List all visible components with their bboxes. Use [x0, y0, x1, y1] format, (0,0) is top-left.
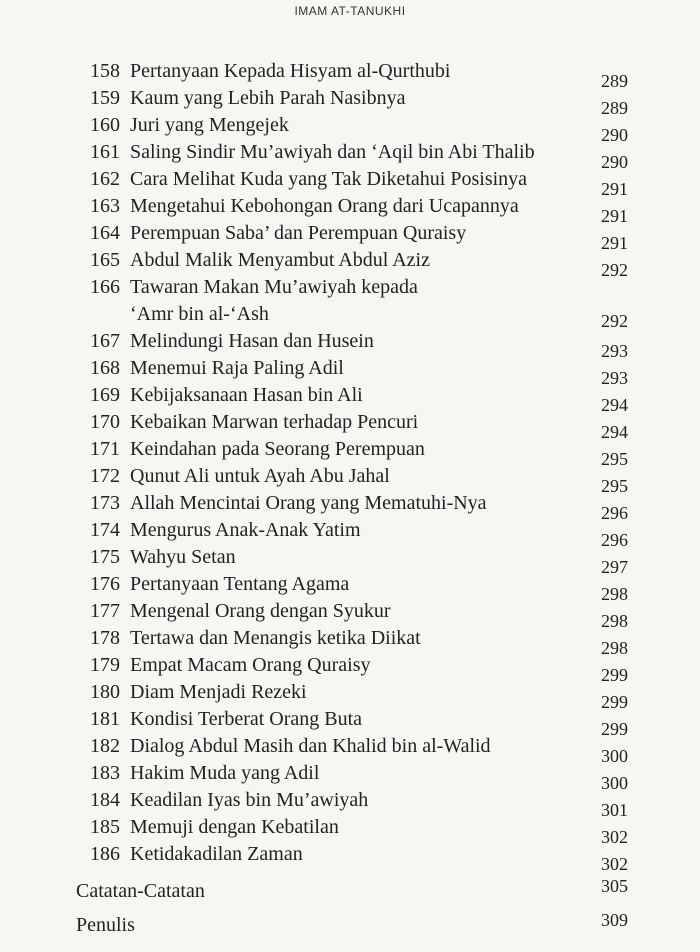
- toc-entry-page: 296: [601, 503, 628, 523]
- toc-entry-number: 166: [90, 276, 120, 298]
- toc-entry: [0, 571, 700, 604]
- toc-entry: [0, 409, 700, 442]
- toc-entry-title: Allah Mencintai Orang yang Mematuhi-Nya: [130, 492, 487, 514]
- toc-entry: [0, 463, 700, 496]
- toc-entry-page: 309: [601, 910, 628, 930]
- toc-entry: [0, 355, 700, 388]
- toc-entry: [0, 328, 700, 361]
- toc-entry-page: 290: [601, 152, 628, 172]
- toc-entry-number: 158: [90, 60, 120, 82]
- toc-entry-page: 292: [601, 260, 628, 280]
- toc-entry: [0, 679, 700, 712]
- toc-entry-title: Tertawa dan Menangis ketika Diikat: [130, 627, 421, 649]
- toc-entry-page: 302: [601, 827, 628, 847]
- toc-entry: [0, 220, 700, 253]
- toc-entry: [0, 112, 700, 145]
- toc-entry-title: Hakim Muda yang Adil: [130, 762, 320, 784]
- toc-entry-title: Pertanyaan Kepada Hisyam al-Qurthubi: [130, 60, 451, 82]
- toc-entry-number: 173: [90, 492, 120, 514]
- toc-entry-title: Saling Sindir Mu’awiyah dan ‘Aqil bin Abi Thalib: [130, 141, 535, 163]
- toc-entry-page: 292: [601, 311, 628, 331]
- toc-entry-title-line: ‘Amr bin al-‘Ash: [130, 303, 269, 325]
- toc-entry-number: 186: [90, 843, 120, 865]
- toc-entry: [0, 193, 700, 226]
- toc-entry-title: Mengetahui Kebohongan Orang dari Ucapannya: [130, 195, 519, 217]
- toc-entry-page: 294: [601, 395, 628, 415]
- toc-entry: [0, 166, 700, 199]
- toc-entry: [0, 814, 700, 847]
- toc-entry: [0, 652, 700, 685]
- toc-entry-number: 185: [90, 816, 120, 838]
- toc-entry-title: Keindahan pada Seorang Perempuan: [130, 438, 425, 460]
- toc-entry-number: 175: [90, 546, 120, 568]
- toc-entry: [0, 544, 700, 577]
- toc-entry-title: Mengurus Anak-Anak Yatim: [130, 519, 361, 541]
- running-header: IMAM AT-TANUKHI: [294, 4, 406, 18]
- toc-entry-number: 178: [90, 627, 120, 649]
- toc-entry-number: 160: [90, 114, 120, 136]
- toc-entry-page: 293: [601, 341, 628, 361]
- toc-entry: [0, 598, 700, 631]
- toc-entry-number: 184: [90, 789, 120, 811]
- toc-entry-number: 183: [90, 762, 120, 784]
- toc-entry-number: 182: [90, 735, 120, 757]
- toc-entry-title: Keadilan Iyas bin Mu’awiyah: [130, 789, 369, 811]
- toc-entry-page: 295: [601, 449, 628, 469]
- table-of-contents: [0, 58, 700, 874]
- toc-entry: [0, 706, 700, 739]
- toc-entry-number: 161: [90, 141, 120, 163]
- toc-entry-number: 179: [90, 654, 120, 676]
- toc-entry-title: Melindungi Hasan dan Husein: [130, 330, 374, 352]
- toc-entry-title: Ketidakadilan Zaman: [130, 843, 303, 865]
- toc-entry-page: 305: [601, 876, 628, 896]
- toc-entry-title-line: Tawaran Makan Mu’awiyah kepada: [130, 276, 418, 298]
- toc-entry-title: Mengenal Orang dengan Syukur: [130, 600, 391, 622]
- toc-entry-page: 289: [601, 98, 628, 118]
- toc-entry-title: Abdul Malik Menyambut Abdul Aziz: [130, 249, 430, 271]
- toc-entry: [0, 841, 700, 874]
- toc-entry-page: 295: [601, 476, 628, 496]
- toc-entry-number: 167: [90, 330, 120, 352]
- toc-entry-number: 174: [90, 519, 120, 541]
- toc-entry: [0, 517, 700, 550]
- toc-entry-page: 299: [601, 665, 628, 685]
- toc-entry-page: 300: [601, 773, 628, 793]
- toc-entry-title: Menemui Raja Paling Adil: [130, 357, 344, 379]
- toc-back-matter-notes: [0, 876, 700, 906]
- toc-entry-title: Penulis: [76, 914, 135, 936]
- toc-entry-page: 300: [601, 746, 628, 766]
- toc-entry: [0, 85, 700, 118]
- toc-entry-title: Pertanyaan Tentang Agama: [130, 573, 350, 595]
- toc-entry-title: Qunut Ali untuk Ayah Abu Jahal: [130, 465, 390, 487]
- toc-entry-title: Kondisi Terberat Orang Buta: [130, 708, 363, 730]
- toc-entry-title: Kebijaksanaan Hasan bin Ali: [130, 384, 363, 406]
- toc-entry-number: 171: [90, 438, 120, 460]
- toc-entry-title: Empat Macam Orang Quraisy: [130, 654, 371, 676]
- toc-entry-number: 172: [90, 465, 120, 487]
- toc-entry: [0, 733, 700, 766]
- toc-entry-title: Diam Menjadi Rezeki: [130, 681, 307, 703]
- toc-entry: [0, 247, 700, 280]
- toc-entry: [0, 139, 700, 172]
- toc-back-matter-author: [0, 910, 700, 940]
- toc-entry-page: 291: [601, 179, 628, 199]
- toc-entry-page: 291: [601, 206, 628, 226]
- toc-entry-page: 290: [601, 125, 628, 145]
- toc-entry-title: Catatan-Catatan: [76, 880, 205, 902]
- toc-entry-page: 296: [601, 530, 628, 550]
- toc-entry: [0, 436, 700, 469]
- toc-entry-number: 163: [90, 195, 120, 217]
- toc-entry: [0, 490, 700, 523]
- toc-entry: [0, 787, 700, 820]
- toc-entry-title: Kaum yang Lebih Parah Nasibnya: [130, 87, 406, 109]
- toc-entry-page: 297: [601, 557, 628, 577]
- toc-entry: [0, 382, 700, 415]
- toc-entry-number: 165: [90, 249, 120, 271]
- toc-entry-title: Wahyu Setan: [130, 546, 236, 568]
- toc-entry-page: 289: [601, 71, 628, 91]
- toc-entry-page: 291: [601, 233, 628, 253]
- toc-entry-number: 181: [90, 708, 120, 730]
- toc-entry-title: Dialog Abdul Masih dan Khalid bin al-Walid: [130, 735, 491, 757]
- toc-entry-number: 164: [90, 222, 120, 244]
- toc-entry-page: 301: [601, 800, 628, 820]
- toc-entry-page: 298: [601, 584, 628, 604]
- toc-entry-page: 294: [601, 422, 628, 442]
- toc-entry-title: [130, 274, 418, 328]
- toc-entry-number: 159: [90, 87, 120, 109]
- toc-entry-title: Cara Melihat Kuda yang Tak Diketahui Posisinya: [130, 168, 528, 190]
- toc-entry-title: Kebaikan Marwan terhadap Pencuri: [130, 411, 419, 433]
- toc-entry-number: 176: [90, 573, 120, 595]
- toc-entry-number: 169: [90, 384, 120, 406]
- toc-entry: [0, 274, 700, 331]
- toc-entry-page: 299: [601, 692, 628, 712]
- toc-entry-number: 180: [90, 681, 120, 703]
- toc-entry-number: 177: [90, 600, 120, 622]
- toc-entry-page: 298: [601, 611, 628, 631]
- toc-entry: [0, 760, 700, 793]
- toc-entry-number: 162: [90, 168, 120, 190]
- toc-entry-title: Memuji dengan Kebatilan: [130, 816, 339, 838]
- toc-entry-page: 302: [601, 854, 628, 874]
- toc-entry-title: Perempuan Saba’ dan Perempuan Quraisy: [130, 222, 467, 244]
- toc-entry-page: 293: [601, 368, 628, 388]
- toc-entry-page: 299: [601, 719, 628, 739]
- toc-entry-number: 168: [90, 357, 120, 379]
- toc-entry: [0, 58, 700, 91]
- toc-entry-page: 298: [601, 638, 628, 658]
- toc-entry-title: Juri yang Mengejek: [130, 114, 289, 136]
- toc-entry-number: 170: [90, 411, 120, 433]
- toc-entry: [0, 625, 700, 658]
